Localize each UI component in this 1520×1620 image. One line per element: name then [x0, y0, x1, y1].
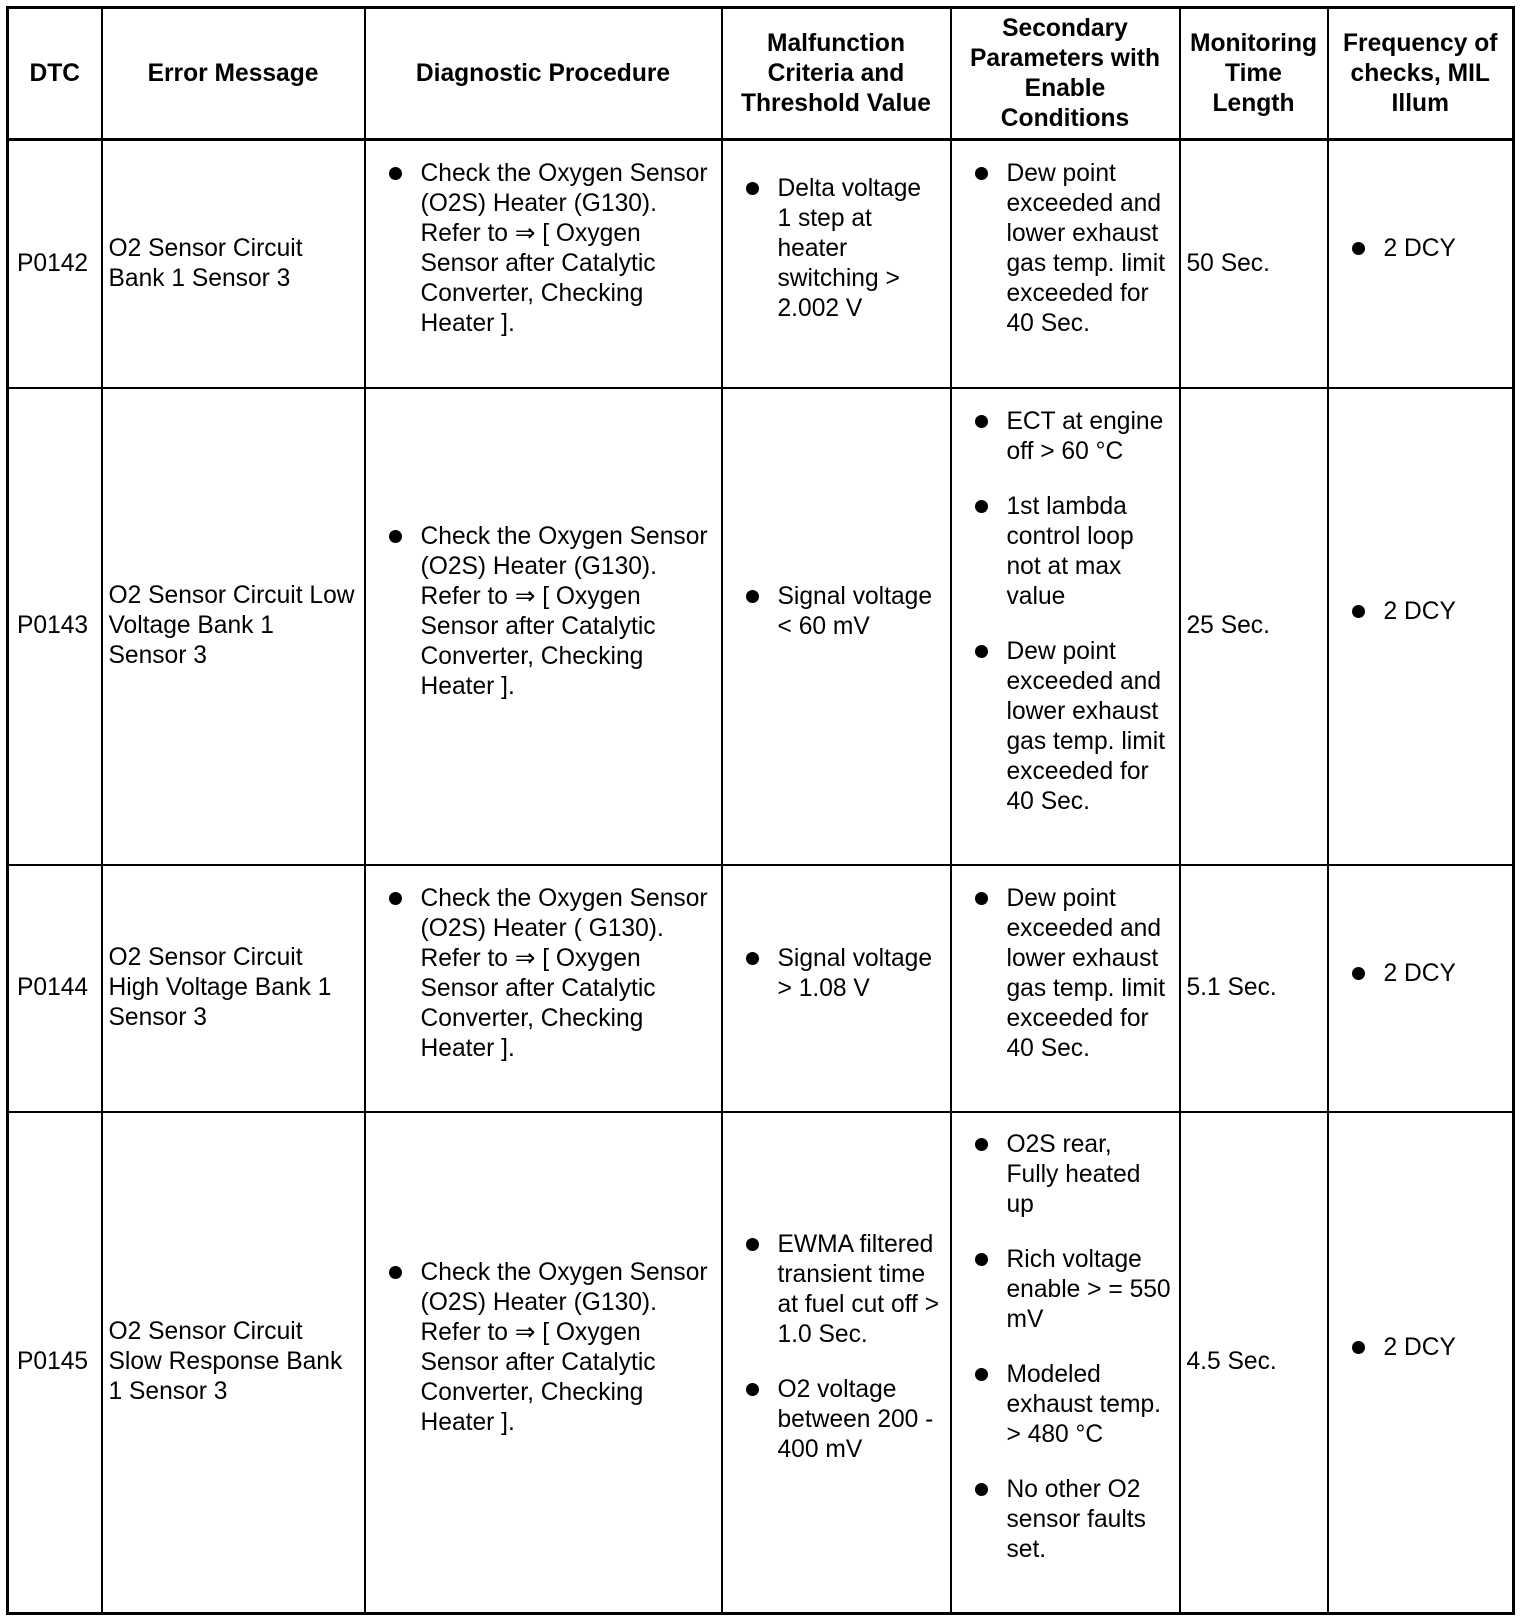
- header-secondary-parameters: [951, 8, 1180, 140]
- condition-text: O2S rear, Fully heated up: [1006, 1131, 1141, 1219]
- bullet-icon: [389, 167, 402, 180]
- malfunction-criteria-cell: [722, 388, 951, 865]
- condition-text: ECT at engine off > 60 °C: [1006, 407, 1164, 465]
- list-item: [1007, 1130, 1173, 1220]
- error-message-text: O2 Sensor Circuit Bank 1 Sensor 3: [108, 234, 303, 292]
- dtc-code: P0144: [17, 974, 89, 1001]
- list-item: [421, 884, 715, 1064]
- diagnostic-procedure-cell: [365, 140, 722, 388]
- malfunction-criteria-list: [729, 944, 944, 1004]
- criterion-text: Signal voltage > 1.08 V: [777, 944, 933, 1002]
- bullet-icon: [1352, 605, 1365, 618]
- frequency-cell: [1328, 1112, 1514, 1614]
- error-message-cell: [102, 865, 365, 1112]
- secondary-parameters-cell: [951, 388, 1180, 865]
- dtc-code: P0143: [17, 612, 89, 639]
- frequency-text: 2 DCY: [1383, 597, 1456, 625]
- condition-text: Rich voltage enable > = 550 mV: [1006, 1246, 1171, 1334]
- procedure-text: Check the Oxygen Sensor (O2S) Heater (G130). Refer to ⇒ [ Oxygen Sensor after Catalytic Converter, Checking Heater ].: [420, 522, 708, 700]
- frequency-list: [1335, 234, 1507, 264]
- diagnostic-procedure-cell: [365, 388, 722, 865]
- bullet-icon: [746, 952, 759, 965]
- condition-text: Dew point exceeded and lower exhaust gas temp. limit exceeded for 40 Sec.: [1006, 884, 1166, 1062]
- list-item: [1384, 959, 1507, 989]
- malfunction-criteria-list: [729, 1230, 944, 1465]
- header-monitoring-time-label: Monitoring Time Length: [1189, 29, 1318, 117]
- bullet-icon: [975, 892, 988, 905]
- diagnostic-procedure-list: [372, 1258, 715, 1438]
- list-item: [421, 159, 715, 339]
- dtc-table: [6, 6, 1515, 1615]
- list-item: [778, 944, 944, 1004]
- bullet-icon: [975, 167, 988, 180]
- criterion-text: EWMA filtered transient time at fuel cut off > 1.0 Sec.: [777, 1231, 940, 1349]
- bullet-icon: [389, 892, 402, 905]
- bullet-icon: [975, 500, 988, 513]
- list-item: [778, 1230, 944, 1350]
- malfunction-criteria-list: [729, 174, 944, 324]
- monitoring-time-text: 50 Sec.: [1186, 249, 1270, 277]
- bullet-icon: [975, 415, 988, 428]
- criterion-text: Signal voltage < 60 mV: [777, 582, 933, 640]
- header-malfunction-criteria-label: Malfunction Criteria and Threshold Value: [741, 29, 931, 117]
- condition-text: No other O2 sensor faults set.: [1006, 1476, 1146, 1564]
- bullet-icon: [975, 1138, 988, 1151]
- frequency-list: [1335, 959, 1507, 989]
- frequency-list: [1335, 597, 1507, 627]
- bullet-icon: [975, 645, 988, 658]
- header-error-message-label: Error Message: [147, 59, 319, 87]
- secondary-parameters-list: [958, 884, 1173, 1064]
- malfunction-criteria-cell: [722, 1112, 951, 1614]
- dtc-cell: [8, 388, 102, 865]
- error-message-cell: [102, 140, 365, 388]
- list-item: [1007, 1360, 1173, 1450]
- frequency-cell: [1328, 865, 1514, 1112]
- header-diagnostic-procedure: [365, 8, 722, 140]
- secondary-parameters-list: [958, 1130, 1173, 1565]
- secondary-parameters-list: [958, 407, 1173, 817]
- diagnostic-procedure-cell: [365, 865, 722, 1112]
- criterion-text: O2 voltage between 200 - 400 mV: [777, 1376, 934, 1464]
- malfunction-criteria-cell: [722, 140, 951, 388]
- diagnostic-procedure-cell: [365, 1112, 722, 1614]
- diagnostic-procedure-list: [372, 884, 715, 1064]
- monitoring-time-cell: [1180, 140, 1328, 388]
- list-item: [421, 522, 715, 702]
- dtc-cell: [8, 140, 102, 388]
- error-message-cell: [102, 1112, 365, 1614]
- header-malfunction-criteria: [722, 8, 951, 140]
- header-dtc: [8, 8, 102, 140]
- list-item: [1007, 1475, 1173, 1565]
- frequency-cell: [1328, 388, 1514, 865]
- condition-text: 1st lambda control loop not at max value: [1006, 492, 1134, 610]
- header-dtc-label: DTC: [29, 59, 81, 87]
- frequency-cell: [1328, 140, 1514, 388]
- dtc-code: P0142: [17, 249, 89, 277]
- bullet-icon: [389, 530, 402, 543]
- monitoring-time-cell: [1180, 388, 1328, 865]
- frequency-list: [1335, 1333, 1507, 1363]
- secondary-parameters-cell: [951, 1112, 1180, 1614]
- bullet-icon: [1352, 967, 1365, 980]
- monitoring-time-text: 5.1 Sec.: [1186, 974, 1277, 1001]
- criterion-text: Delta voltage 1 step at heater switching > 2.002 V: [777, 175, 922, 323]
- monitoring-time-text: 4.5 Sec.: [1186, 1348, 1277, 1376]
- dtc-cell: [8, 1112, 102, 1614]
- header-monitoring-time: [1180, 8, 1328, 140]
- condition-text: Dew point exceeded and lower exhaust gas temp. limit exceeded for 40 Sec.: [1006, 160, 1166, 338]
- list-item: [1384, 1333, 1507, 1363]
- procedure-text: Check the Oxygen Sensor (O2S) Heater ( G130). Refer to ⇒ [ Oxygen Sensor after Catalytic Converter, Checking Heater ].: [420, 884, 708, 1062]
- malfunction-criteria-list: [729, 582, 944, 642]
- header-secondary-parameters-label: Secondary Parameters with Enable Conditions: [969, 14, 1160, 132]
- list-item: [1384, 597, 1507, 627]
- frequency-text: 2 DCY: [1383, 959, 1456, 987]
- bullet-icon: [746, 182, 759, 195]
- bullet-icon: [975, 1368, 988, 1381]
- list-item: [1007, 492, 1173, 612]
- header-diagnostic-procedure-label: Diagnostic Procedure: [415, 59, 671, 87]
- error-message-text: O2 Sensor Circuit Slow Response Bank 1 Sensor 3: [108, 1318, 343, 1406]
- diagnostic-procedure-list: [372, 159, 715, 339]
- monitoring-time-cell: [1180, 865, 1328, 1112]
- bullet-icon: [389, 1266, 402, 1279]
- list-item: [1007, 159, 1173, 339]
- error-message-cell: [102, 388, 365, 865]
- bullet-icon: [1352, 242, 1365, 255]
- list-item: [778, 174, 944, 324]
- header-error-message: [102, 8, 365, 140]
- list-item: [1007, 637, 1173, 817]
- secondary-parameters-list: [958, 159, 1173, 339]
- bullet-icon: [975, 1253, 988, 1266]
- list-item: [1007, 1245, 1173, 1335]
- header-row: [8, 8, 1514, 140]
- table-row: [8, 1112, 1514, 1614]
- frequency-text: 2 DCY: [1383, 1333, 1456, 1361]
- header-frequency: [1328, 8, 1514, 140]
- monitoring-time-text: 25 Sec.: [1186, 612, 1270, 639]
- procedure-text: Check the Oxygen Sensor (O2S) Heater (G130). Refer to ⇒ [ Oxygen Sensor after Catalytic Converter, Checking Heater ].: [420, 1258, 708, 1436]
- list-item: [1384, 234, 1507, 264]
- monitoring-time-cell: [1180, 1112, 1328, 1614]
- bullet-icon: [1352, 1341, 1365, 1354]
- bullet-icon: [975, 1483, 988, 1496]
- bullet-icon: [746, 1238, 759, 1251]
- condition-text: Modeled exhaust temp. > 480 °C: [1006, 1361, 1161, 1449]
- list-item: [778, 1375, 944, 1465]
- secondary-parameters-cell: [951, 865, 1180, 1112]
- dtc-cell: [8, 865, 102, 1112]
- error-message-text: O2 Sensor Circuit High Voltage Bank 1 Sensor 3: [108, 944, 332, 1031]
- list-item: [778, 582, 944, 642]
- bullet-icon: [746, 590, 759, 603]
- list-item: [421, 1258, 715, 1438]
- table-row: [8, 865, 1514, 1112]
- procedure-text: Check the Oxygen Sensor (O2S) Heater (G130). Refer to ⇒ [ Oxygen Sensor after Catalytic Converter, Checking Heater ].: [420, 160, 708, 338]
- frequency-text: 2 DCY: [1383, 235, 1456, 263]
- diagnostic-procedure-list: [372, 522, 715, 702]
- dtc-code: P0145: [17, 1348, 89, 1376]
- header-frequency-label: Frequency of checks, MIL Illum: [1343, 29, 1498, 117]
- table-row: [8, 140, 1514, 388]
- list-item: [1007, 884, 1173, 1064]
- secondary-parameters-cell: [951, 140, 1180, 388]
- table-row: [8, 388, 1514, 865]
- bullet-icon: [746, 1383, 759, 1396]
- condition-text: Dew point exceeded and lower exhaust gas temp. limit exceeded for 40 Sec.: [1006, 637, 1166, 815]
- list-item: [1007, 407, 1173, 467]
- malfunction-criteria-cell: [722, 865, 951, 1112]
- error-message-text: O2 Sensor Circuit Low Voltage Bank 1 Sensor 3: [108, 582, 355, 669]
